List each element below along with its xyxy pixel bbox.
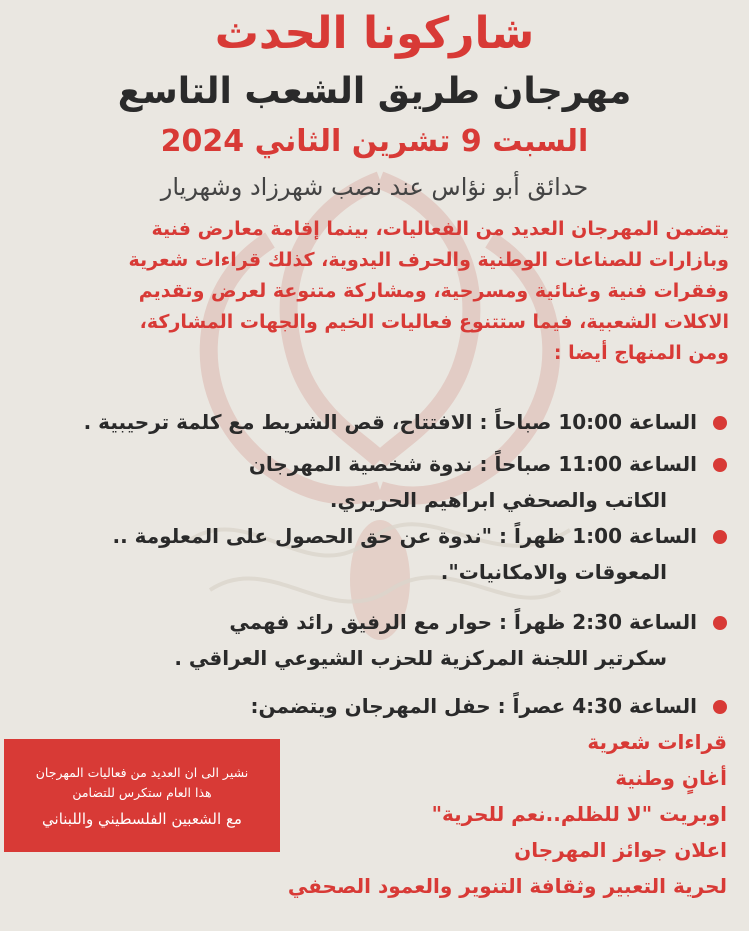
note-line: نشير الى ان العديد من فعاليات المهرجان xyxy=(35,765,249,780)
schedule-time-text: الساعة 11:00 صباحاً : ندوة شخصية المهرجان xyxy=(248,452,697,476)
schedule-item xyxy=(20,688,727,724)
note-line: مع الشعبين الفلسطيني واللبناني xyxy=(42,810,242,828)
schedule-item xyxy=(20,446,727,518)
list-item: اعلان جوائز المهرجان xyxy=(514,838,727,862)
schedule-item xyxy=(20,604,727,676)
bullet-icon xyxy=(713,458,727,472)
intro-line: ومن المنهاج أيضا : xyxy=(553,342,729,364)
festival-logo-watermark-icon xyxy=(150,120,610,680)
schedule-time-text: الساعة 2:30 ظهراً : حوار مع الرفيق رائد فهمي xyxy=(229,610,697,634)
bullet-icon xyxy=(713,700,727,714)
celebration-list xyxy=(288,724,727,904)
intro-paragraph xyxy=(20,214,729,369)
schedule-time-text: الساعة 10:00 صباحاً : الافتتاح، قص الشريط مع كلمة ترحيبية . xyxy=(83,410,697,434)
intro-line: وفقرات فنية وغنائية ومسرحية، ومشاركة متنوعة لعرض وتقديم xyxy=(138,280,729,302)
event-date: السبت 9 تشرين الثاني 2024 xyxy=(160,124,589,159)
festival-name: مهرجان طريق الشعب التاسع xyxy=(117,71,632,112)
schedule-item xyxy=(20,404,727,440)
event-venue: حدائق أبو نؤاس عند نصب شهرزاد وشهريار xyxy=(160,173,589,201)
list-item: اوبريت "لا للظلم..نعم للحرية" xyxy=(431,802,727,826)
solidarity-note-box xyxy=(4,739,280,852)
intro-line: وبازارات للصناعات الوطنية والحرف اليدوية، كذلك قراءات شعرية xyxy=(128,249,729,271)
intro-line: الاكلات الشعبية، فيما ستتنوع فعاليات الخيم والجهات المشاركة، xyxy=(139,311,729,333)
schedule-detail-text: المعوقات والامكانيات". xyxy=(440,560,667,584)
headline: شاركونا الحدث xyxy=(214,8,535,59)
schedule-time-text: الساعة 1:00 ظهراً : "ندوة عن حق الحصول على المعلومة .. xyxy=(112,524,697,548)
bullet-icon xyxy=(713,530,727,544)
schedule-item xyxy=(20,518,727,590)
bullet-icon xyxy=(713,416,727,430)
list-item: لحرية التعبير وثقافة التنوير والعمود الصحفي xyxy=(287,874,727,898)
schedule-detail-text: الكاتب والصحفي ابراهيم الحريري. xyxy=(329,488,667,512)
list-item: أغانٍ وطنية xyxy=(615,766,727,790)
bullet-icon xyxy=(713,616,727,630)
schedule-detail-text: سكرتير اللجنة المركزية للحزب الشيوعي العراقي . xyxy=(174,646,667,670)
list-item: قراءات شعرية xyxy=(587,730,727,754)
intro-line: يتضمن المهرجان العديد من الفعاليات، بينما إقامة معارض فنية xyxy=(151,218,729,240)
schedule-time-text: الساعة 4:30 عصراً : حفل المهرجان ويتضمن: xyxy=(250,694,697,718)
note-line: هذا العام ستكرس للتضامن xyxy=(72,785,212,800)
